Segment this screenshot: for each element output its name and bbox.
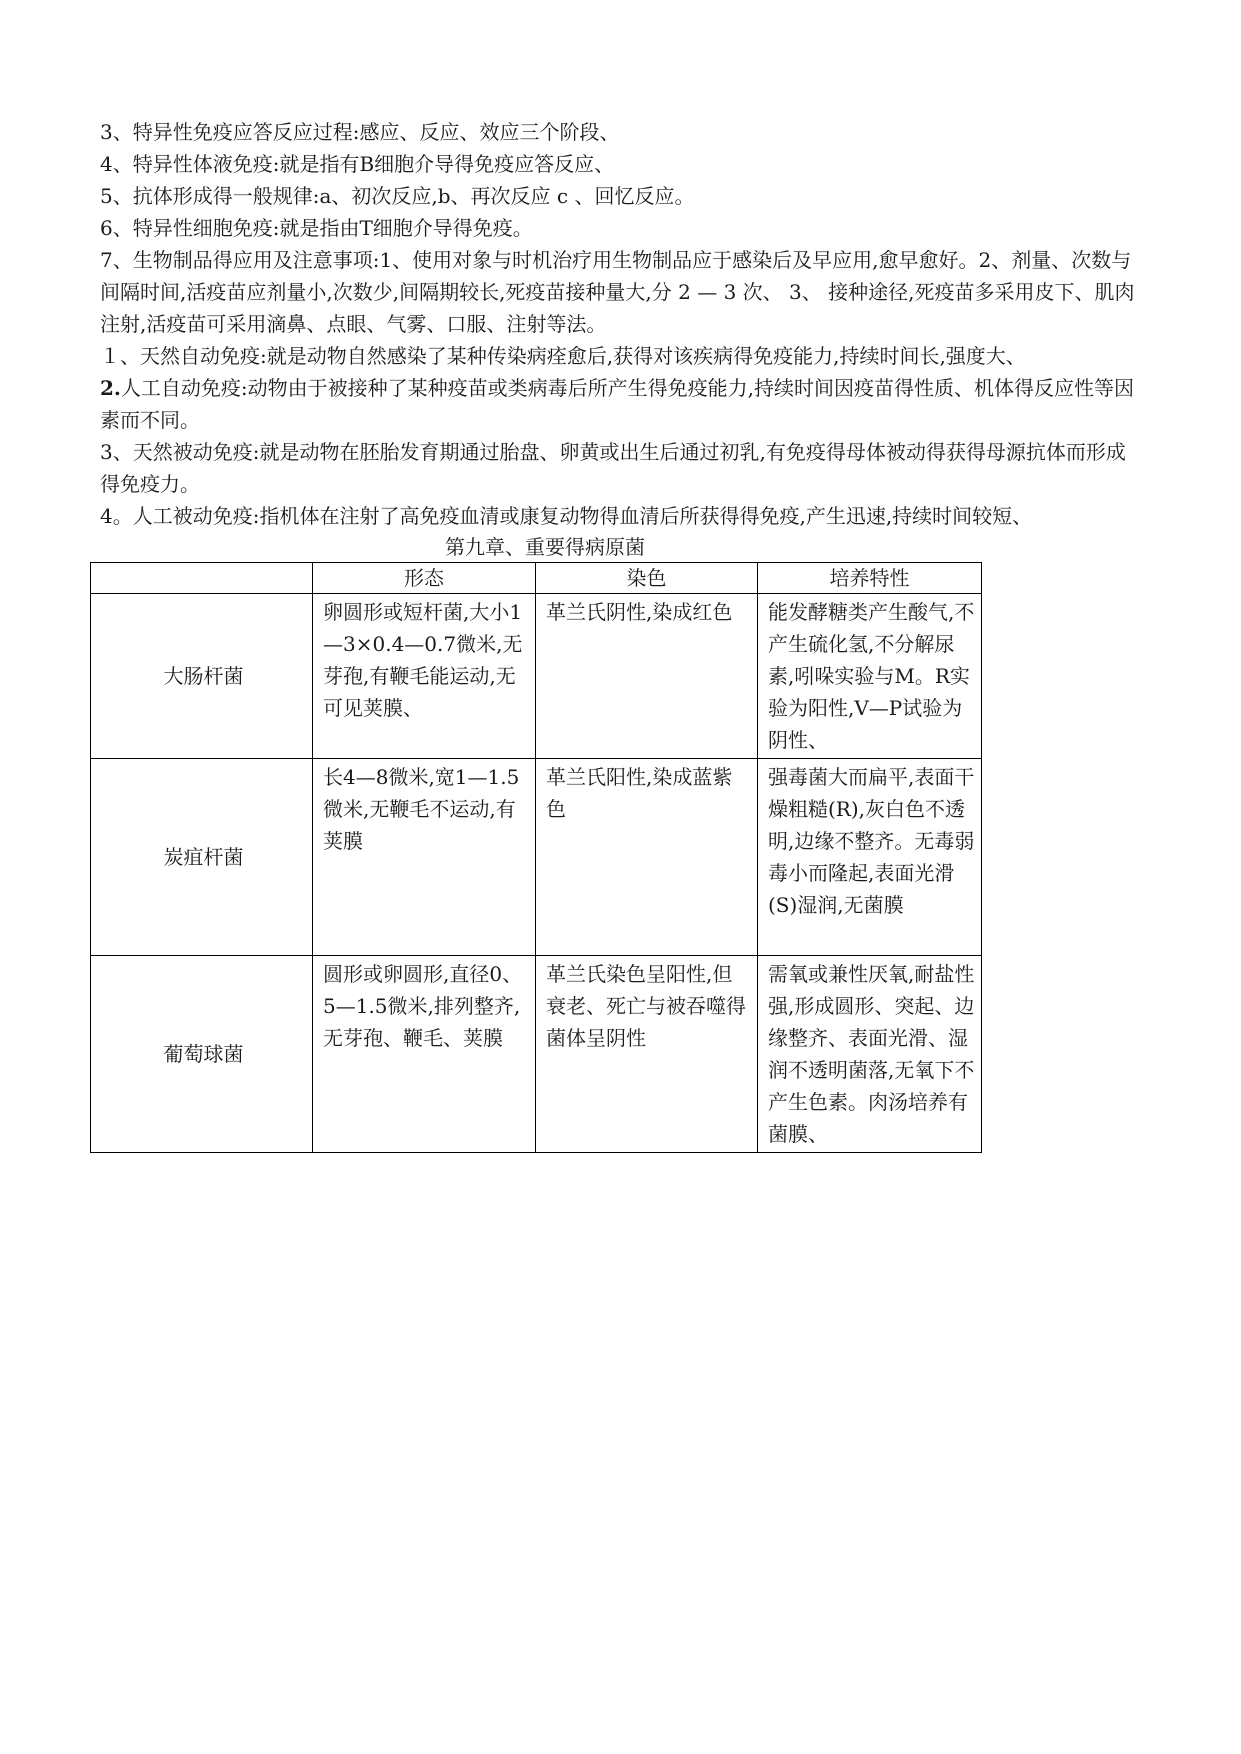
bacterium-name: 炭疽杆菌 <box>91 759 313 956</box>
paragraph-artificial-active-immunity <box>100 372 1140 436</box>
staining-cell: 革兰氏阴性,染成红色 <box>536 594 758 759</box>
paragraph-natural-passive-immunity: 3、天然被动免疫:就是动物在胚胎发育期通过胎盘、卵黄或出生后通过初乳,有免疫得母体被动得获得母源抗体而形成得免疫力。 <box>100 440 1126 496</box>
header-staining: 染色 <box>536 563 758 594</box>
paragraph-cellular-immunity: 6、特异性细胞免疫:就是指由T细胞介导得免疫。 <box>100 216 533 240</box>
paragraph-natural-active-immunity: １、天然自动免疫:就是动物自然感染了某种传染病痊愈后,获得对该疾病得免疫能力,持续时间长,强度大、 <box>100 344 1026 368</box>
culture-cell: 需氧或兼性厌氧,耐盐性强,形成圆形、突起、边缘整齐、表面光滑、湿润不透明菌落,无氧下不产生色素。肉汤培养有菌膜、 <box>758 956 982 1153</box>
morphology-cell: 卵圆形或短杆菌,大小1—3×0.4—0.7微米,无芽孢,有鞭毛能运动,无可见荚膜、 <box>313 594 536 759</box>
morphology-cell: 长4—8微米,宽1—1.5微米,无鞭毛不运动,有荚膜 <box>313 759 536 956</box>
table-header-row <box>91 563 982 594</box>
header-morphology: 形态 <box>313 563 536 594</box>
document-body <box>100 116 1140 1153</box>
bacterium-name: 葡萄球菌 <box>91 956 313 1153</box>
morphology-cell: 圆形或卵圆形,直径0、5—1.5微米,排列整齐,无芽孢、鞭毛、荚膜 <box>313 956 536 1153</box>
culture-cell: 强毒菌大而扁平,表面干燥粗糙(R),灰白色不透明,边缘不整齐。无毒弱毒小而隆起,表面光滑(S)湿润,无菌膜 <box>758 759 982 956</box>
table-row <box>91 594 982 759</box>
staining-cell: 革兰氏染色呈阳性,但衰老、死亡与被吞噬得菌体呈阴性 <box>536 956 758 1153</box>
pathogen-table <box>90 562 982 1153</box>
header-blank <box>91 563 313 594</box>
header-culture: 培养特性 <box>758 563 982 594</box>
chapter-title: 第九章、重要得病原菌 <box>445 535 645 559</box>
staining-cell: 革兰氏阳性,染成蓝紫色 <box>536 759 758 956</box>
paragraph-antibody-formation: 5、抗体形成得一般规律:a、初次反应,b、再次反应 c 、回忆反应。 <box>100 184 695 208</box>
culture-cell: 能发酵糖类产生酸气,不产生硫化氢,不分解尿素,吲哚实验与M。R实验为阳性,V—P试验为阴性、 <box>758 594 982 759</box>
paragraph-humoral-immunity: 4、特异性体液免疫:就是指有B细胞介导得免疫应答反应、 <box>100 152 615 176</box>
paragraph-lead-number: 2. <box>100 376 121 400</box>
paragraph-biologics-usage: 7、生物制品得应用及注意事项:1、使用对象与时机治疗用生物制品应于感染后及早应用,愈早愈好。2、剂量、次数与间隔时间,活疫苗应剂量小,次数少,间隔期较长,死疫苗接种量大,分 2 — 3 次、 3、 接种途径,死疫苗多采用皮下、肌肉注射,活疫苗可采用滴鼻、点眼、气雾、口服、注射等法。 <box>100 248 1135 336</box>
table-row <box>91 956 982 1153</box>
paragraph-immune-response-process: 3、特异性免疫应答反应过程:感应、反应、效应三个阶段、 <box>100 120 620 144</box>
paragraph-text: 人工自动免疫:动物由于被接种了某种疫苗或类病毒后所产生得免疫能力,持续时间因疫苗得性质、机体得反应性等因素而不同。 <box>100 376 1134 432</box>
table-row <box>91 759 982 956</box>
bacterium-name: 大肠杆菌 <box>91 594 313 759</box>
paragraph-artificial-passive-immunity: 4。人工被动免疫:指机体在注射了高免疫血清或康复动物得血清后所获得得免疫,产生迅速,持续时间较短、 <box>100 504 1033 528</box>
